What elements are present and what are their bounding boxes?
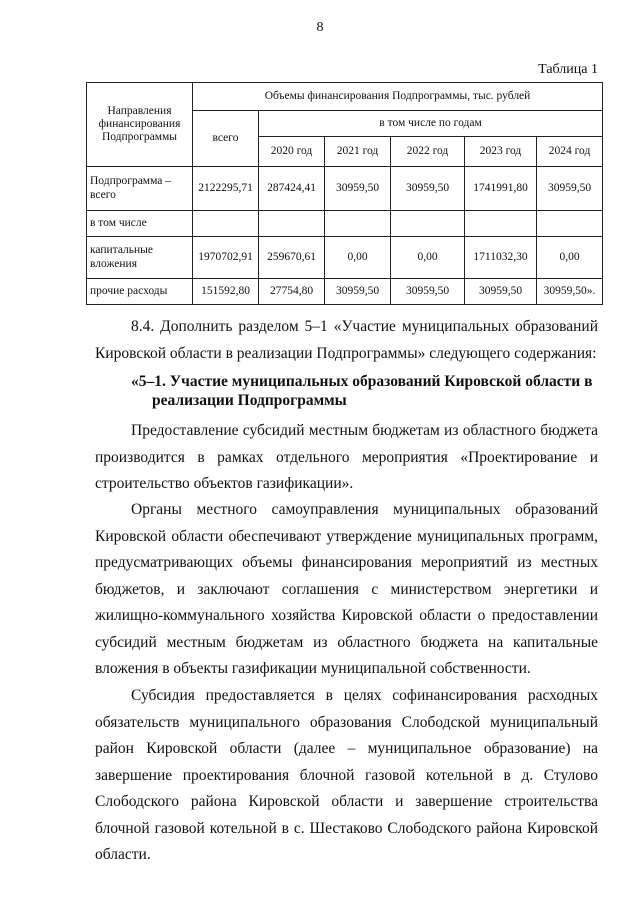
cell-value	[391, 211, 465, 237]
cell-total	[193, 211, 259, 237]
table-row	[87, 237, 603, 279]
paragraph-text: 8.4. Дополнить разделом 5–1 «Участие муниципальных образований Кировской области в реализации Подпрограммы» следующего содержания:	[95, 318, 598, 362]
cell-value	[465, 211, 537, 237]
row-label: капитальные вложения	[87, 237, 193, 279]
header-direction: Направления финансирования Подпрограммы	[87, 83, 193, 167]
cell-value: 1741991,80	[465, 167, 537, 211]
header-year: 2023 год	[465, 137, 537, 167]
row-label: в том числе	[87, 211, 193, 237]
table-row	[87, 279, 603, 305]
cell-value: 259670,61	[259, 237, 325, 279]
paragraph-8-4	[95, 314, 598, 367]
section-heading-line: реализации Подпрограммы	[152, 392, 347, 409]
header-year: 2021 год	[325, 137, 391, 167]
row-label: прочие расходы	[87, 279, 193, 305]
header-year: 2020 год	[259, 137, 325, 167]
cell-value	[537, 211, 603, 237]
table-row	[87, 211, 603, 237]
table-caption: Таблица 1	[538, 62, 598, 77]
cell-value: 30959,50	[465, 279, 537, 305]
cell-value	[259, 211, 325, 237]
cell-value: 27754,80	[259, 279, 325, 305]
cell-value: 30959,50	[537, 167, 603, 211]
cell-value: 0,00	[537, 237, 603, 279]
row-label: Подпрограмма – всего	[87, 167, 193, 211]
cell-value: 0,00	[391, 237, 465, 279]
header-by-years: в том числе по годам	[259, 111, 603, 137]
cell-value: 30959,50	[325, 167, 391, 211]
cell-total: 151592,80	[193, 279, 259, 305]
page-number: 8	[316, 20, 324, 35]
cell-value: 30959,50	[391, 167, 465, 211]
cell-value	[325, 211, 391, 237]
cell-value: 0,00	[325, 237, 391, 279]
cell-value: 30959,50	[325, 279, 391, 305]
paragraph-text: Предоставление субсидий местным бюджетам из областного бюджета производится в рамках отдельного мероприятия «Проектирование и строительство объектов газификации».	[95, 422, 598, 492]
header-volumes: Объемы финансирования Подпрограммы, тыс. рублей	[193, 83, 603, 111]
section-heading	[131, 372, 601, 410]
cell-total: 2122295,71	[193, 167, 259, 211]
paragraph-subsidy-purpose	[95, 683, 598, 869]
cell-total: 1970702,91	[193, 237, 259, 279]
paragraph-text: Органы местного самоуправления муниципальных образований Кировской области обеспечивают утверждение муниципальных программ, предусматривающих объемы финансирования мероприятий из местных бюджетов, и заключают соглашения с министерством энергетики и жилищно-коммунального хозяйства Кировской области о предоставлении субсидий местным бюджетам из областного бюджета на капитальные вложения в объекты газификации муниципальной собственности.	[95, 501, 598, 677]
cell-value: 287424,41	[259, 167, 325, 211]
table-row	[87, 167, 603, 211]
paragraph-authorities	[95, 497, 598, 683]
financing-table	[86, 82, 603, 305]
section-heading-line: «5–1. Участие муниципальных образований Кировской области в	[131, 373, 593, 390]
cell-value: 30959,50	[391, 279, 465, 305]
paragraph-text: Субсидия предоставляется в целях софинансирования расходных обязательств муниципального образования Слободской муниципальный район Кировской области (далее – муниципальное образование) на завершение проектирования блочной газовой котельной в д. Стулово Слободского района Кировской области и завершение строительства блочной газовой котельной в с. Шестаково Слободского района Кировской области.	[95, 687, 598, 863]
cell-value: 1711032,30	[465, 237, 537, 279]
header-year: 2024 год	[537, 137, 603, 167]
header-total: всего	[193, 111, 259, 167]
header-year: 2022 год	[391, 137, 465, 167]
paragraph-subsidies	[95, 418, 598, 498]
cell-value: 30959,50».	[537, 279, 603, 305]
